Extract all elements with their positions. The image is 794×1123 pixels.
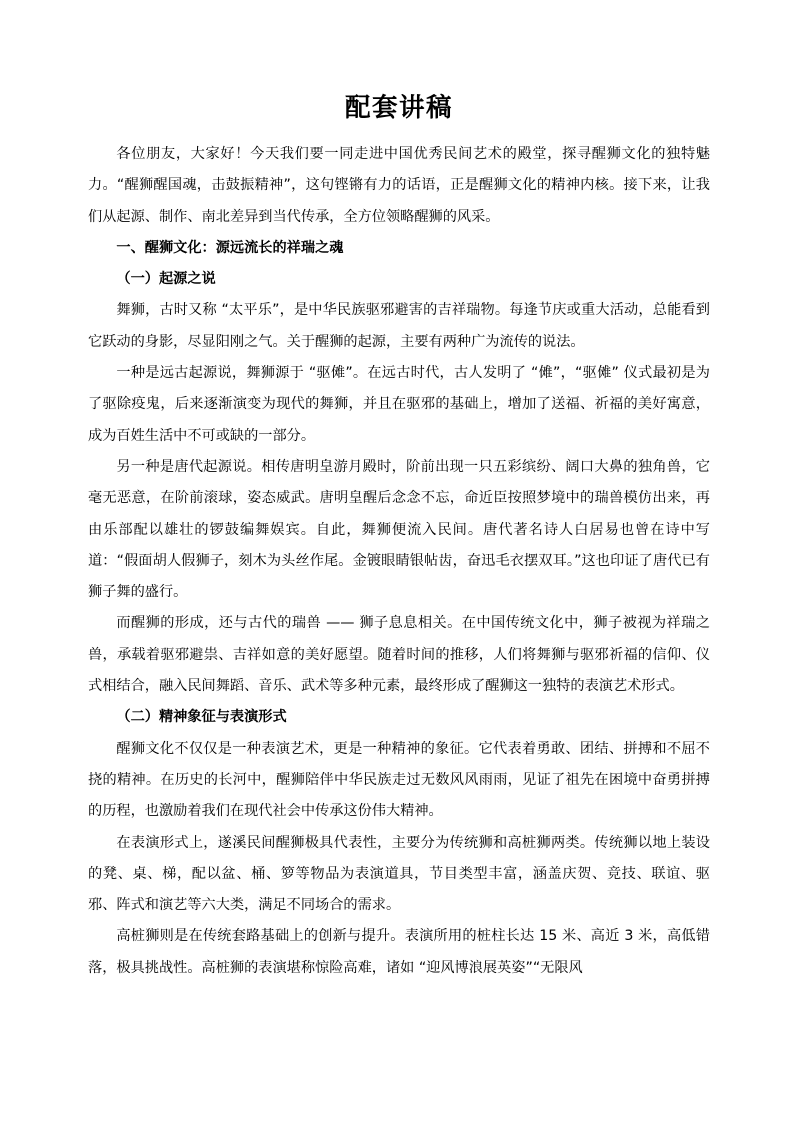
paragraph-high-pole-lion: 高桩狮则是在传统套路基础上的创新与提升。表演所用的桩柱长达 15 米、高近 3 米，高低错落，极具挑战性。高桩狮的表演堪称惊险高难，诸如 “迎风博浪展英姿”“无限风	[88, 928, 710, 976]
paragraph-suixi-performance-forms: 在表演形式上，遂溪民间醒狮极具代表性，主要分为传统狮和高桩狮两类。传统狮以地上装设的凳、桌、梯，配以盆、桶、箩等物品为表演道具，节目类型丰富，涵盖庆贺、竞技、联谊、驱邪、阵式和演艺等六大类，满足不同场合的需求。	[88, 834, 710, 914]
page-title: 配套讲稿	[344, 93, 453, 123]
heading-subsection-two-spirit-and-forms: （二）精神象征与表演形式	[116, 709, 287, 726]
paragraph-auspicious-beast-relation: 而醒狮的形成，还与古代的瑞兽 —— 狮子息息相关。在中国传统文化中，狮子被视为祥瑞之兽，承载着驱邪避祟、吉祥如意的美好愿望。随着时间的推移，人们将舞狮与驱邪祈福的信仰、仪式相结合，融入民间舞蹈、音乐、武术等多种元素，最终形成了醒狮这一独特的表演艺术形式。	[88, 615, 710, 695]
paragraph-tang-dynasty-origin-theory: 另一种是唐代起源说。相传唐明皇游月殿时，阶前出现一只五彩缤纷、阔口大鼻的独角兽，它毫无恶意，在阶前滚球，姿态威武。唐明皇醒后念念不忘，命近臣按照梦境中的瑞兽模仿出来，再由乐部配以雄壮的锣鼓编舞娱宾。自此，舞狮便流入民间。唐代著名诗人白居易也曾在诗中写道：“假面胡人假狮子，刻木为头丝作尾。金镀眼睛银帖齿，奋迅毛衣摆双耳。”这也印证了唐代已有狮子舞的盛行。	[88, 458, 710, 601]
paragraph-spiritual-symbolism: 醒狮文化不仅仅是一种表演艺术，更是一种精神的象征。它代表着勇敢、团结、拼搏和不屈不挠的精神。在历史的长河中，醒狮陪伴中华民族走过无数风风雨雨，见证了祖先在困境中奋勇拼搏的历程，也激励着我们在现代社会中传承这份伟大精神。	[88, 740, 710, 820]
paragraph-opening-greeting: 各位朋友，大家好！今天我们要一同走进中国优秀民间艺术的殿堂，探寻醒狮文化的独特魅力。“醒狮醒国魂，击鼓振精神”，这句铿锵有力的话语，正是醒狮文化的精神内核。接下来，让我们从起源、制作、南北差异到当代传承，全方位领略醒狮的风采。	[88, 146, 710, 225]
heading-subsection-one-origin: （一）起源之说	[116, 271, 216, 288]
heading-section-one: 一、醒狮文化：源远流长的祥瑞之魂	[116, 239, 344, 256]
document-body	[88, 0, 710, 984]
paragraph-lion-dance-definition: 舞狮，古时又称 “太平乐”，是中华民族驱邪避害的吉祥瑞物。每逢节庆或重大活动，总能看到它跃动的身影，尽显阳刚之气。关于醒狮的起源，主要有两种广为流传的说法。	[88, 302, 710, 350]
paragraph-ancient-origin-theory: 一种是远古起源说，舞狮源于 “驱傩”。在远古时代，古人发明了 “傩”，“驱傩” 仪式最初是为了驱除疫鬼，后来逐渐演变为现代的舞狮，并且在驱邪的基础上，增加了送福、祈福的美好寓意，成为百姓生活中不可或缺的一部分。	[88, 365, 710, 444]
